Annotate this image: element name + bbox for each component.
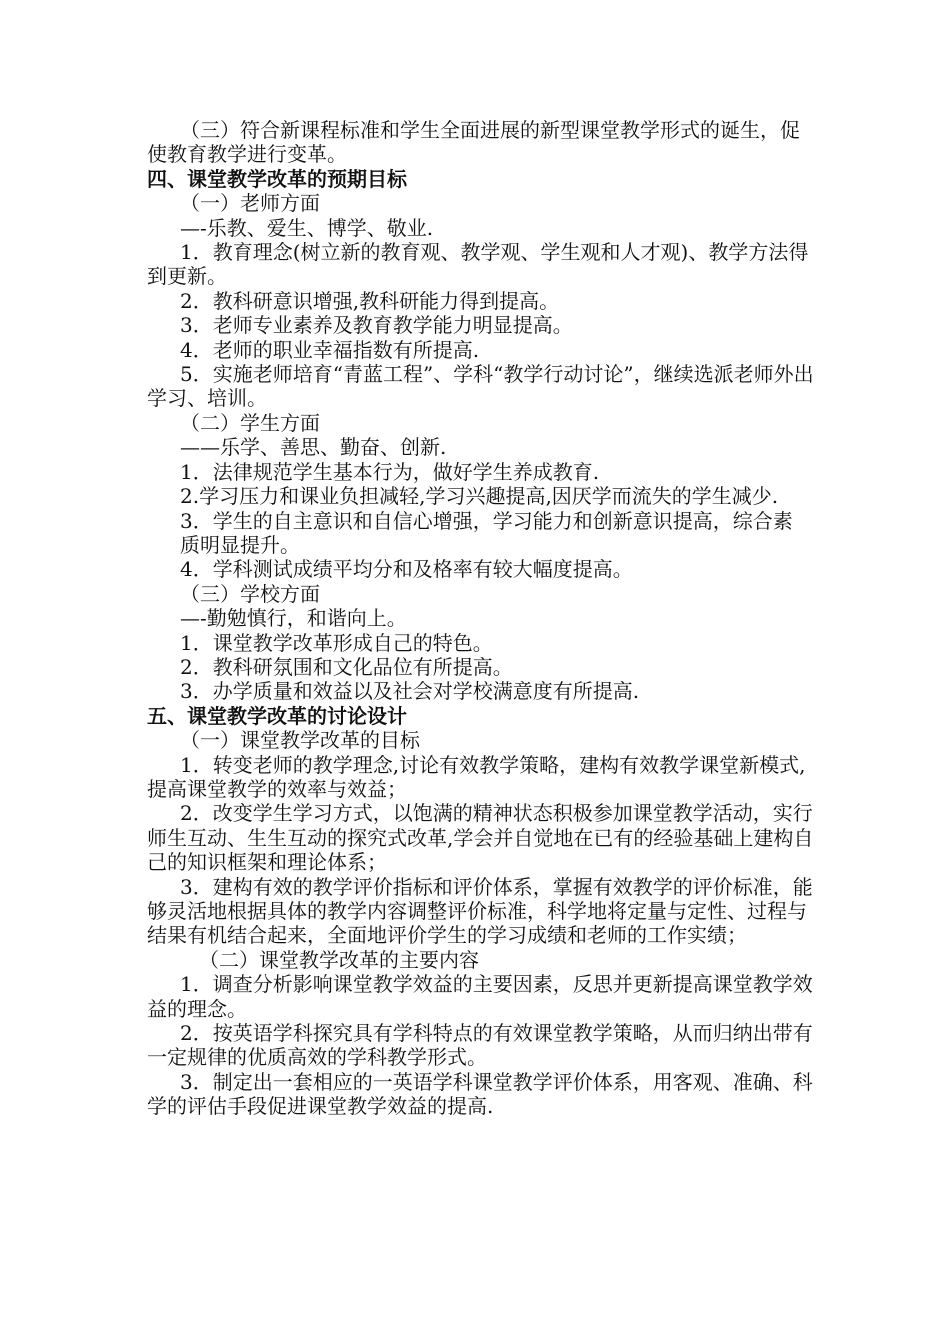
school-item-2: 2．教科研氛围和文化品位有所提高。: [180, 654, 513, 679]
section-heading-5: 五、课堂教学改革的讨论设计: [147, 703, 407, 728]
subheading-school: （三）学校方面: [180, 581, 320, 606]
content-item-2: 2．按英语学科探究具有学科特点的有效课堂教学策略，从而归纳出带有一定规律的优质高效的学科教学形式。: [147, 1021, 813, 1070]
teachers-motto: —-乐教、爱生、博学、敬业.: [180, 215, 434, 240]
teachers-item-4: 4．老师的职业幸福指数有所提高.: [180, 337, 480, 362]
content-item-1: 1．调查分析影响课堂教学效益的主要因素，反思并更新提高课堂教学效益的理念。: [147, 972, 813, 1021]
goals-item-1: 1．转变老师的教学理念,讨论有效教学策略，建构有效教学课堂新模式,提高课堂教学的效率与效益；: [147, 752, 806, 801]
subheading-content: （二）课堂教学改革的主要内容: [199, 947, 479, 972]
students-item-1: 1．法律规范学生基本行为，做好学生养成教育.: [180, 459, 600, 484]
goals-item-2: 2．改变学生学习方式，以饱满的精神状态积极参加课堂教学活动，实行师生互动、生生互动的探究式改革,学会并自觉地在已有的经验基础上建构自己的知识框架和理论体系；: [147, 801, 814, 875]
subheading-teachers: （一）老师方面: [180, 191, 320, 216]
goals-item-3: 3．建构有效的教学评价指标和评价体系，掌握有效教学的评价标准，能够灵活地根据具体的教学内容调整评价标准，科学地将定量与定性、过程与结果有机结合起来，全面地评价学生的学习成绩和老师的工作实绩；: [147, 874, 813, 948]
school-item-3: 3．办学质量和效益以及社会对学校满意度有所提高.: [180, 679, 640, 704]
subheading-goals: （一）课堂教学改革的目标: [180, 728, 420, 753]
content-item-3: 3．制定出一套相应的一英语学科课堂教学评价体系，用客观、准确、科学的评估手段促进课堂教学效益的提高.: [147, 1069, 813, 1119]
school-motto: —-勤勉慎行，和谐向上。: [180, 606, 407, 631]
students-motto: ——乐学、善思、勤奋、创新.: [180, 435, 447, 460]
students-item-2: 2.学习压力和课业负担减轻,学习兴趣提高,因厌学而流失的学生减少.: [180, 484, 779, 509]
section-heading-4: 四、课堂教学改革的预期目标: [147, 166, 407, 191]
teachers-item-2: 2．教科研意识增强,教科研能力得到提高。: [180, 288, 560, 313]
school-item-1: 1．课堂教学改革形成自己的特色。: [180, 630, 493, 655]
students-item-3-cont: 质明显提升。: [180, 532, 300, 557]
students-item-3: 3．学生的自主意识和自信心增强，学习能力和创新意识提高，综合素: [180, 508, 793, 533]
teachers-item-1: 1．教育理念(树立新的教育观、教学观、学生观和人才观)、教学方法得到更新。: [147, 240, 809, 289]
teachers-item-3: 3．老师专业素养及教育教学能力明显提高。: [180, 313, 573, 338]
students-item-4: 4．学科测试成绩平均分和及格率有较大幅度提高。: [180, 557, 633, 582]
subheading-students: （二）学生方面: [180, 410, 320, 435]
teachers-item-5: 5．实施老师培育“青蓝工程”、学科“教学行动讨论”，继续选派老师外出学习、培训。: [147, 362, 814, 411]
document-body: [147, 118, 815, 1119]
paragraph-1: （三）符合新课程标准和学生全面进展的新型课堂教学形式的诞生，促使教育教学进行变革。: [147, 118, 800, 167]
